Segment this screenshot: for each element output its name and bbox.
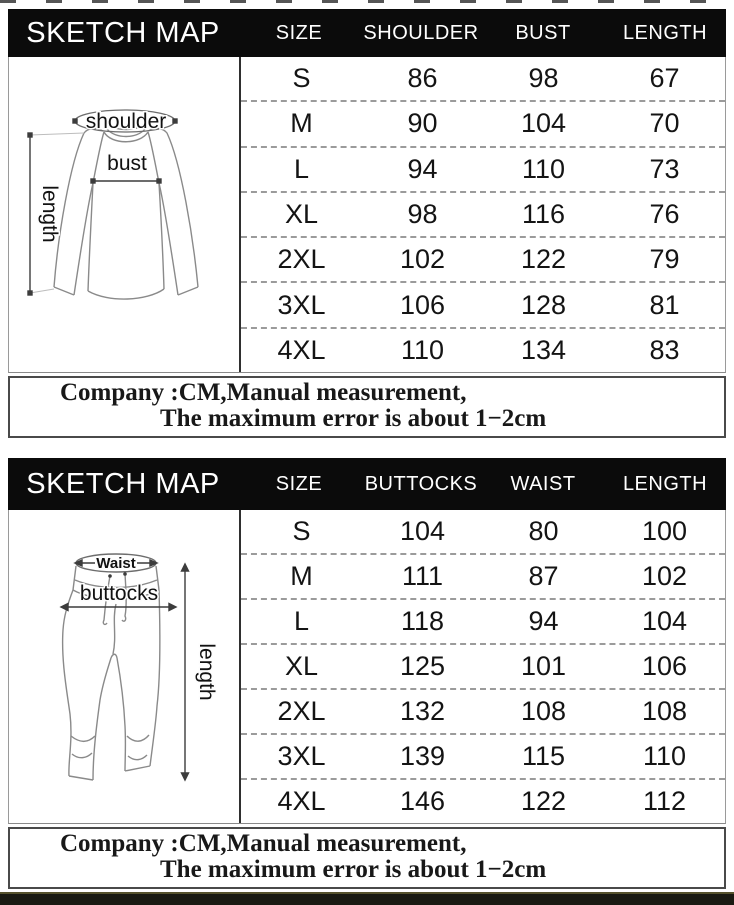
table-cell: 101 — [520, 651, 567, 681]
column-header-size: SIZE — [275, 472, 323, 495]
table-cell: XL — [284, 198, 319, 229]
bust-label: bust — [107, 152, 147, 175]
table-cell: 132 — [399, 696, 446, 726]
image-bottom-edge-strip — [0, 889, 734, 905]
buttocks-label: buttocks — [79, 582, 159, 605]
table-cell: 112 — [642, 786, 687, 816]
table-cell: S — [292, 516, 311, 546]
table-cell: 125 — [399, 651, 446, 681]
column-header-shoulder: SHOULDER — [363, 21, 479, 44]
table-cell: 73 — [649, 153, 680, 184]
waist-label: Waist — [96, 555, 136, 572]
drawstring-dots — [108, 572, 127, 578]
pants-size-panel — [8, 458, 726, 889]
table-cell: S — [292, 63, 311, 94]
table-cell: 94 — [407, 153, 438, 184]
table-cell: 80 — [528, 516, 559, 546]
table-cell: 100 — [641, 516, 688, 546]
table-cell: 3XL — [277, 741, 326, 771]
column-header-length: LENGTH — [622, 472, 708, 495]
table-row — [241, 688, 725, 733]
table-cell: 108 — [641, 696, 688, 726]
table-cell: 90 — [407, 108, 438, 139]
table-cell: 104 — [520, 108, 567, 139]
table-cell: 146 — [399, 786, 446, 816]
column-header-length: LENGTH — [622, 21, 708, 44]
footer-note-line2: The maximum error is about 1−2cm — [160, 856, 547, 883]
pants-sketch-area — [9, 510, 241, 823]
shirt-table-column-headers — [238, 22, 726, 45]
table-cell: 83 — [649, 334, 680, 365]
table-row — [241, 327, 725, 372]
shirt-panel-body — [8, 57, 726, 373]
table-cell: 134 — [520, 334, 567, 365]
table-cell: 128 — [520, 289, 567, 320]
table-row — [241, 733, 725, 778]
column-header-size: SIZE — [275, 21, 323, 44]
table-row — [241, 146, 725, 191]
table-cell: 122 — [520, 244, 567, 275]
table-cell: 102 — [641, 561, 688, 591]
table-row — [241, 191, 725, 236]
table-row — [241, 510, 725, 553]
table-cell: 118 — [400, 606, 445, 636]
footer-note-line1: Company :CM,Manual measurement, — [60, 830, 467, 857]
table-cell: 110 — [400, 334, 445, 365]
table-cell: 86 — [407, 63, 438, 94]
table-cell: 67 — [649, 63, 680, 94]
table-cell: 87 — [528, 561, 559, 591]
shirt-panel-title: SKETCH MAP — [26, 16, 220, 49]
table-row — [241, 643, 725, 688]
shirt-panel-footer-note — [8, 376, 726, 438]
table-cell: 4XL — [277, 334, 326, 365]
footer-note-line1: Company :CM,Manual measurement, — [60, 379, 467, 406]
table-row — [241, 598, 725, 643]
table-cell: 110 — [642, 741, 687, 771]
table-cell: M — [290, 108, 313, 139]
table-cell: 106 — [641, 651, 688, 681]
table-cell: 104 — [399, 516, 446, 546]
table-cell: 2XL — [277, 696, 326, 726]
table-cell: 139 — [399, 741, 446, 771]
table-cell: 70 — [649, 108, 680, 139]
table-cell: 94 — [528, 606, 559, 636]
shirt-panel-header — [8, 9, 726, 57]
image-top-edge-strip — [0, 0, 734, 9]
column-header-bust: BUST — [515, 21, 571, 44]
table-cell: 104 — [641, 606, 688, 636]
table-cell: 76 — [649, 198, 680, 229]
pants-panel-footer-note — [8, 827, 726, 889]
table-cell: 106 — [399, 289, 446, 320]
table-row — [241, 57, 725, 100]
table-cell: 102 — [399, 244, 446, 275]
table-row — [241, 100, 725, 145]
pants-panel-body — [8, 510, 726, 824]
table-cell: 3XL — [277, 289, 326, 320]
shirt-size-panel — [8, 9, 726, 438]
table-cell: 122 — [520, 786, 567, 816]
panel-gap — [0, 438, 734, 458]
table-cell: XL — [284, 651, 319, 681]
table-cell: M — [290, 561, 313, 591]
column-header-waist: WAIST — [510, 472, 576, 495]
pants-panel-title: SKETCH MAP — [26, 467, 220, 500]
table-cell: L — [293, 606, 310, 636]
table-cell: 98 — [407, 198, 438, 229]
table-cell: 98 — [528, 63, 559, 94]
shoulder-label: shoulder — [85, 110, 167, 133]
table-row — [241, 236, 725, 281]
shirt-sketch — [9, 57, 239, 372]
table-cell: 110 — [521, 153, 566, 184]
table-cell: 108 — [520, 696, 567, 726]
table-cell: L — [293, 153, 310, 184]
table-cell: 116 — [521, 198, 566, 229]
shirt-sketch-area — [9, 57, 241, 372]
table-row — [241, 553, 725, 598]
pants-sketch — [9, 510, 239, 823]
table-cell: 111 — [401, 561, 444, 591]
shirt-size-table — [241, 57, 725, 372]
footer-note-line2: The maximum error is about 1−2cm — [160, 405, 547, 432]
table-row — [241, 281, 725, 326]
table-cell: 79 — [649, 244, 680, 275]
pants-size-table — [241, 510, 725, 823]
table-cell: 81 — [649, 289, 680, 320]
length-label: length — [195, 643, 218, 701]
pants-table-column-headers — [238, 473, 726, 496]
length-label: length — [38, 185, 61, 243]
pants-panel-header — [8, 458, 726, 510]
table-cell: 2XL — [277, 244, 326, 275]
column-header-buttocks: BUTTOCKS — [364, 472, 478, 495]
table-cell: 115 — [521, 741, 566, 771]
table-cell: 4XL — [277, 786, 326, 816]
table-row — [241, 778, 725, 823]
